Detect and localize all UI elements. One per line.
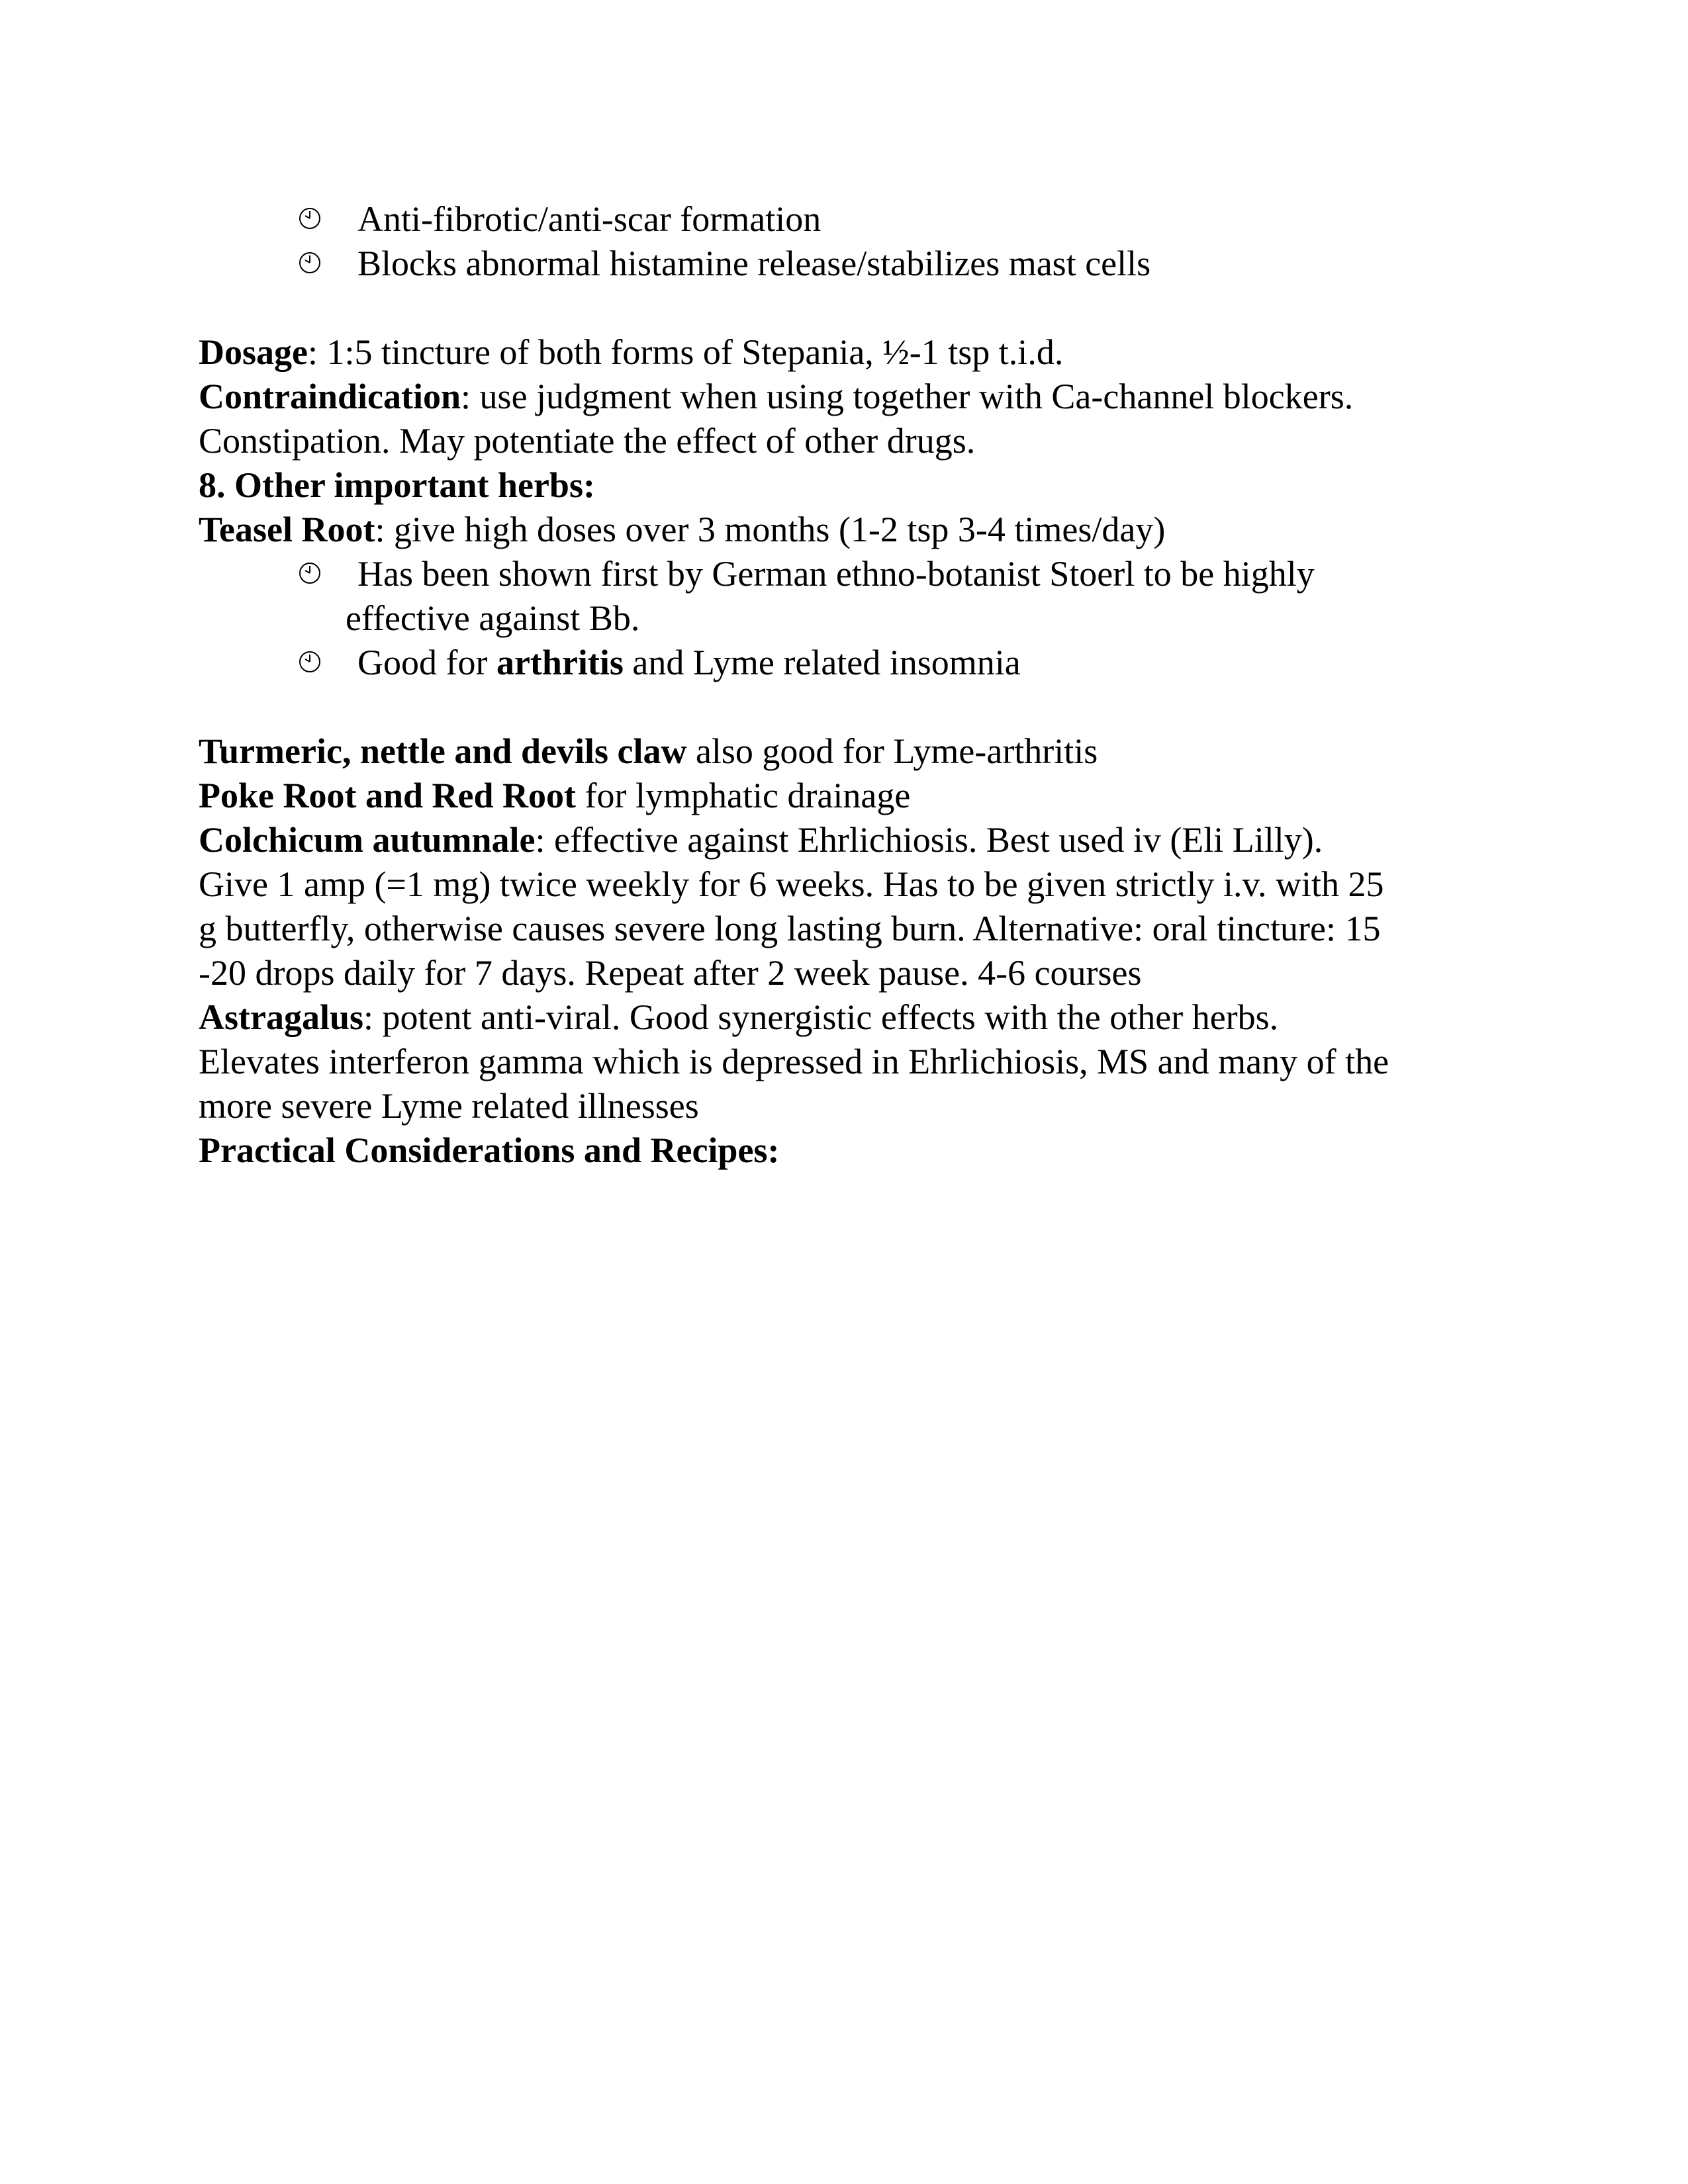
turmeric-label: Turmeric, nettle and devils claw <box>199 731 687 771</box>
bullet-item <box>199 641 1523 685</box>
turmeric-text: also good for Lyme-arthritis <box>686 731 1098 771</box>
clock-icon <box>298 251 322 275</box>
document-body <box>199 197 1523 1173</box>
poke-line <box>199 774 1523 818</box>
astragalus-line <box>199 995 1523 1040</box>
dosage-label: Dosage <box>199 332 308 372</box>
dosage-text: : 1:5 tincture of both forms of Stepania, ½-1 tsp t.i.d. <box>307 332 1064 372</box>
bullet-text-bold: arthritis <box>496 643 624 682</box>
colchicum-continuation: -20 drops daily for 7 days. Repeat after 2 week pause. 4-6 courses <box>199 953 1142 993</box>
colchicum-continuation: g butterfly, otherwise causes severe long lasting burn. Alternative: oral tincture: 15 <box>199 909 1381 948</box>
bullet-item <box>199 197 1523 242</box>
poke-text: for lymphatic drainage <box>576 776 911 815</box>
bullet-item <box>199 552 1523 596</box>
poke-label: Poke Root and Red Root <box>199 776 577 815</box>
contraindication-text: : use judgment when using together with Ca-channel blockers. <box>461 377 1354 416</box>
spacer <box>199 286 1523 330</box>
astragalus-text: : potent anti-viral. Good synergistic effects with the other herbs. <box>363 997 1279 1037</box>
colchicum-continuation: Give 1 amp (=1 mg) twice weekly for 6 weeks. Has to be given strictly i.v. with 25 <box>199 864 1384 904</box>
bullet-text-pre: Good for <box>357 643 496 682</box>
bullet-continuation: effective against Bb. <box>346 598 640 638</box>
bullet-text <box>357 641 1021 685</box>
section-heading <box>199 463 1523 508</box>
final-heading <box>199 1128 1523 1173</box>
bullet-text: Has been shown first by German ethno-botanist Stoerl to be highly <box>357 554 1315 594</box>
final-heading-text: Practical Considerations and Recipes: <box>199 1130 780 1170</box>
colchicum-text: : effective against Ehrlichiosis. Best used iv (Eli Lilly). <box>535 820 1323 860</box>
turmeric-line <box>199 729 1523 774</box>
astragalus-label: Astragalus <box>199 997 364 1037</box>
dosage-line <box>199 330 1523 375</box>
bullet-text-post: and Lyme related insomnia <box>623 643 1021 682</box>
clock-icon <box>298 561 322 585</box>
astragalus-continuation: more severe Lyme related illnesses <box>199 1086 699 1126</box>
clock-icon <box>298 206 322 230</box>
colchicum-line <box>199 818 1523 862</box>
contraindication-label: Contraindication <box>199 377 461 416</box>
contraindication-line <box>199 375 1523 419</box>
teasel-label: Teasel Root <box>199 510 375 549</box>
section-heading-text: 8. Other important herbs: <box>199 465 595 505</box>
spacer <box>199 685 1523 729</box>
teasel-line <box>199 508 1523 552</box>
teasel-text: : give high doses over 3 months (1-2 tsp 3-4 times/day) <box>375 510 1166 549</box>
bullet-text: Anti-fibrotic/anti-scar formation <box>357 199 821 239</box>
bullet-item <box>199 242 1523 286</box>
clock-icon <box>298 650 322 674</box>
astragalus-continuation: Elevates interferon gamma which is depressed in Ehrlichiosis, MS and many of the <box>199 1042 1389 1081</box>
contraindication-continuation: Constipation. May potentiate the effect of other drugs. <box>199 421 976 461</box>
colchicum-label: Colchicum autumnale <box>199 820 536 860</box>
bullet-text: Blocks abnormal histamine release/stabilizes mast cells <box>357 244 1151 283</box>
